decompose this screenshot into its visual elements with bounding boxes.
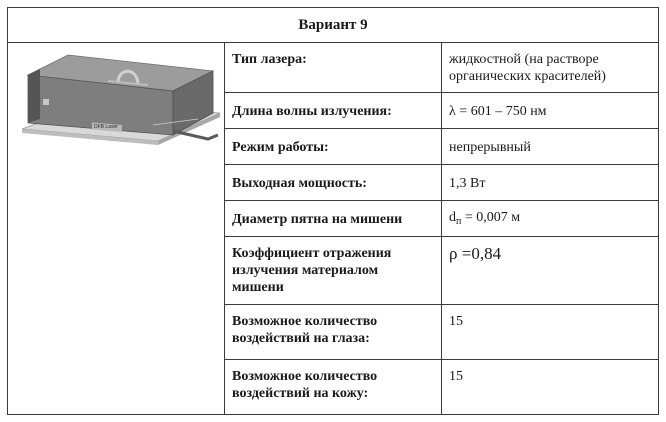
row-label-laser-type: Тип лазера: [225,43,442,93]
diameter-subscript: п [456,216,462,227]
row-label-spot-diameter: Диаметр пятна на мишени [225,201,442,237]
row-value-eye-exposures: 15 [442,305,659,360]
row-value-mode: непрерывный [442,129,659,165]
row-label-mode: Режим работы: [225,129,442,165]
rho-symbol: ρ [449,244,458,263]
laser-device-image [8,43,228,163]
row-value-power: 1,3 Вт [442,165,659,201]
diameter-symbol: d [449,210,456,225]
diameter-value-text: = 0,007 м [461,210,521,225]
reflection-value-text: =0,84 [457,244,502,263]
row-label-reflection: Коэффициент отражения излучения материалом мишени [225,237,442,305]
row-value-wavelength [442,93,659,129]
wavelength-value-text: = 601 – 750 нм [455,104,547,119]
row-value-spot-diameter [442,201,659,237]
row-label-eye-exposures: Возможное количество воздействий на глаза: [225,305,442,360]
variant-title: Вариант 9 [8,8,659,43]
row-label-power: Выходная мощность: [225,165,442,201]
row-value-skin-exposures: 15 [442,360,659,415]
row-value-laser-type: жидкостной (на растворе органических красителей) [442,43,659,93]
row-label-skin-exposures: Возможное количество воздействий на кожу: [225,360,442,415]
row-label-wavelength: Длина волны излучения: [225,93,442,129]
lambda-symbol: λ [449,104,456,119]
device-plate-text: DFB Laser [94,124,118,130]
variant-table [7,7,659,415]
laser-image-cell [8,43,225,415]
row-value-reflection [442,237,659,305]
